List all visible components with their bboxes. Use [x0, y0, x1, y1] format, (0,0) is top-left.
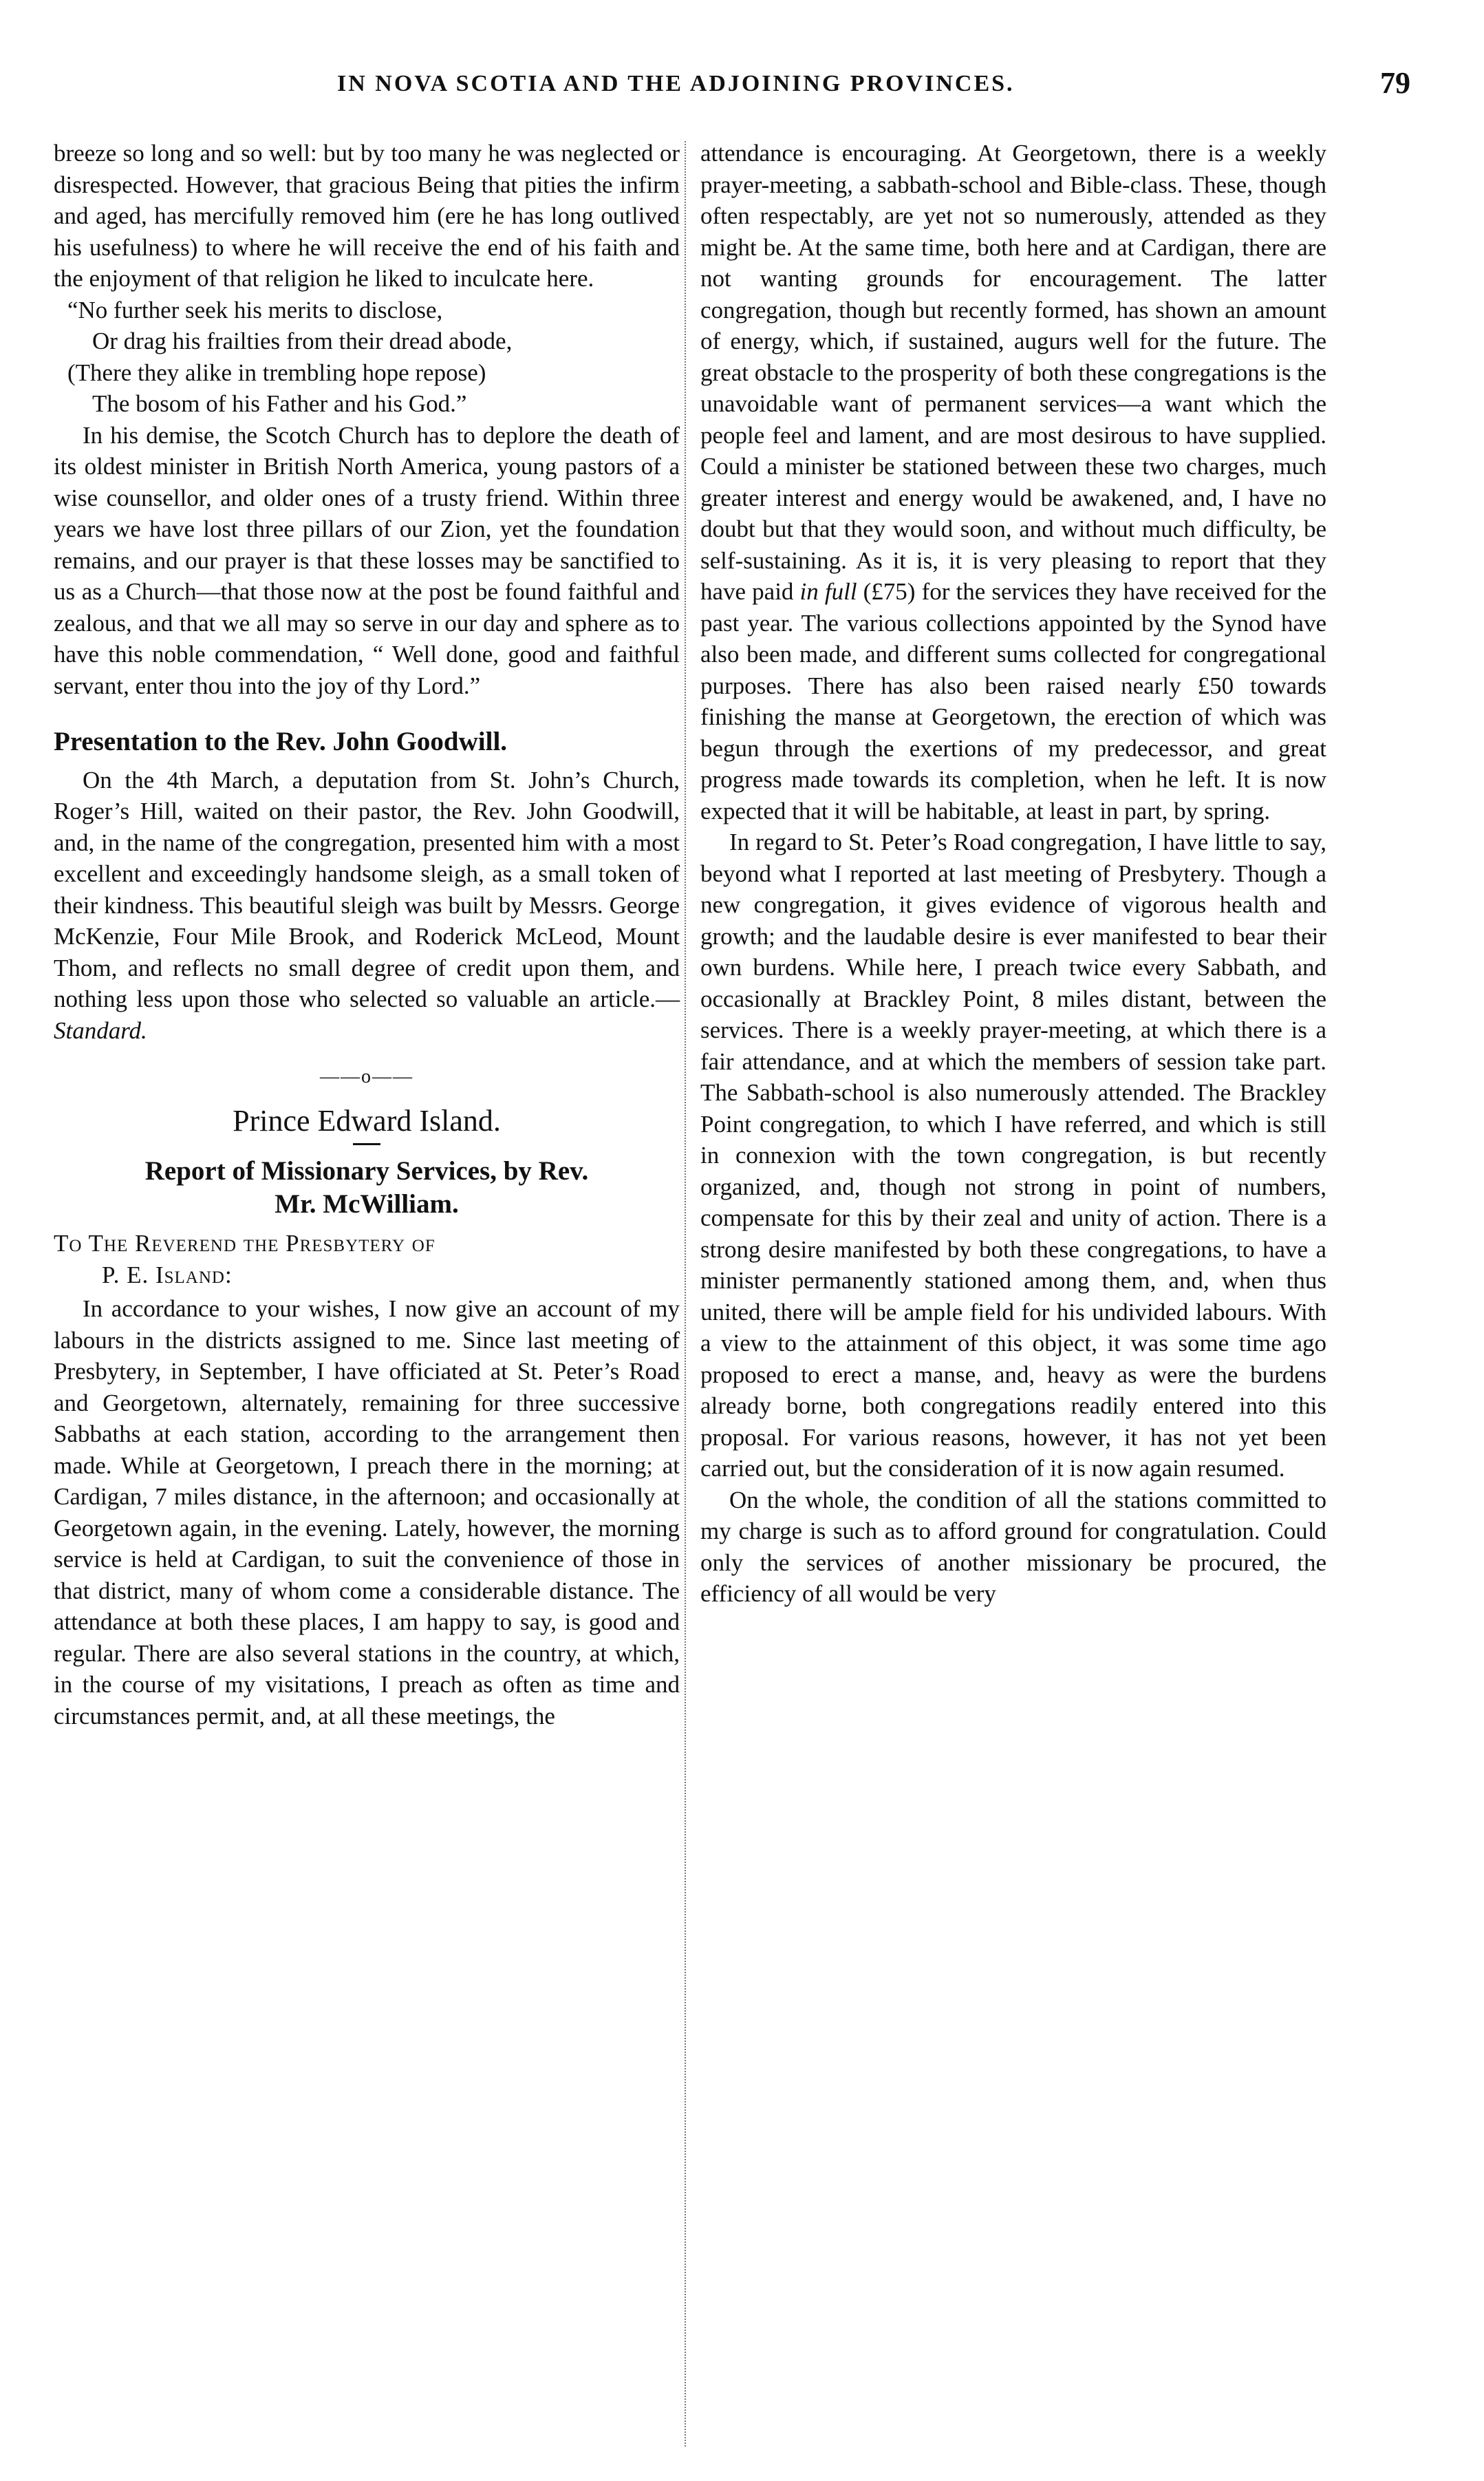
poem-line: “No further seek his merits to disclose, — [67, 296, 443, 323]
report-paragraph: In accordance to your wishes, I now give an account of my labours in the districts assigned to me. Since last meeting of Presbytery, in September, I have officiated at St. Peter’s Road and Georgetown, alternately, remaining for three successive Sabbaths at each station, according to the arrangement then made. While at Georgetown, I preach there in the morning; at Cardigan, 7 miles distance, in the afternoon; and occasionally at Georgetown again, in the evening. Lately, however, the morning service is held at Cardigan, to suit the convenience of those in that district, many of whom come a considerable distance. The attendance at both these places, I am happy to say, is good and regular. There are also several stations in the country, at which, in the course of my visitations, I preach as often as time and circumstances permit, and, at all these meetings, the — [54, 1295, 680, 1729]
region-heading: Prince Edward Island. — [233, 1103, 501, 1138]
salutation-line: To The Reverend the Presbytery of — [54, 1230, 435, 1257]
report-heading-line: Report of Missionary Services, by Rev. — [144, 1156, 589, 1186]
source-citation: Standard. — [54, 1016, 147, 1044]
st-peters-paragraph: In regard to St. Peter’s Road congregation, I have little to say, beyond what I reported at last meeting of Presbytery. Though a new congregation, it gives evidence of vigorous health and growth; and the laudable desire is ever manifested to bear their own burdens. While here, I preach twice every Sabbath, and occasionally at Brackley Point, 8 miles distant, between the services. There is a weekly prayer-meeting, at which there is a fair attendance, and at which the members of session take part. The Sabbath-school is also numerously attended. The Brackley Point congregation, to which I have referred, and which is still in connexion with the town congregation, is but recently organized, and, though not strong in point of numbers, compensate for this by their zeal and unity of action. There is a strong desire manifested by both these congregations, to have a minister permanently stationed among them, and, when thus united, there will be ample field for his undivided labours. With a view to the attainment of this object, it was some time ago proposed to erect a manse, and, heavy as were the burdens already borne, both congregations readily entered into this proposal. For various reasons, however, it has not yet been carried out, but the consideration of it is now again resumed. — [700, 829, 1326, 1482]
presentation-text: On the 4th March, a deputation from St. John’s Church, Roger’s Hill, waited on their pastor, the Rev. John Goodwill, and, in the name of the congregation, presented him with a most excellent and exceedingly handsome sleigh, as a small token of their kindness. This beautiful sleigh was built by Messrs. George McKenzie, Four Mile Brook, and Roderick McLeod, Mount Thom, and reflects no small degree of credit upon them, and nothing less upon those who selected so valuable an article.— — [54, 766, 680, 1012]
page-number: 79 — [1380, 66, 1410, 100]
conclusion-paragraph: On the whole, the condition of all the stations committed to my charge is such as to afford ground for congratulation. Could only the services of another missionary be procured, the efficiency of all would be very — [700, 1486, 1326, 1607]
section-ornament: ——o—— — [320, 1066, 413, 1087]
report-heading — [54, 1155, 680, 1221]
right-column — [700, 138, 1326, 1610]
poem-line: Or drag his frailties from their dread abode, — [92, 328, 513, 354]
presentation-paragraph — [54, 765, 680, 1047]
running-head: IN NOVA SCOTIA AND THE ADJOINING PROVINCES. — [337, 71, 1015, 96]
report-text: (£75) for the services they have received for the past year. The various collections appointed by the Synod have also been made, and different sums collected for congregational purposes. There has also been raised nearly £50 towards finishing the manse at Georgetown, the erection of which was begun through the exertions of my predecessor, and great progress made towards its completion, when he left. It is now expected that it will be habitable, at least in part, by spring. — [700, 578, 1326, 824]
emphasis-text: in full — [799, 578, 857, 605]
report-heading-line: Mr. McWilliam. — [275, 1189, 459, 1219]
continued-paragraph: breeze so long and so well: but by too many he was neglected or disrespected. However, that gracious Being that pities the infirm and aged, has mercifully removed him (ere he has long outlived his usefulness) to where he will receive the end of his faith and the enjoyment of that religion he liked to inculcate here. — [54, 140, 680, 292]
report-text: attendance is encouraging. At Georgetown, there is a weekly prayer-meeting, a sabbath-school and Bible-class. These, though often respectably, are yet not so numerously, attended as they might be. At the same time, both here and at Cardigan, there are not wanting grounds for encouragement. The latter congregation, though but recently formed, has shown an amount of energy, which, if sustained, augurs well for the future. The great obstacle to the prosperity of both these congregations is the unavoidable want of permanent services—a want which the people feel and lament, and are most desirous to have supplied. Could a minister be stationed between these two charges, much greater interest and energy would be awakened, and, I have no doubt but that they would soon, and without much difficulty, be self-sustaining. As it is, it is very pleasing to report that they have paid — [700, 140, 1326, 605]
obituary-paragraph: In his demise, the Scotch Church has to deplore the death of its oldest minister in British North America, young pastors of a wise counsellor, and older ones of a trusty friend. Within three years we have lost three pillars of our Zion, yet the foundation remains, and our prayer is that these losses may be sanctified to us as a Church—that those now at the post be found faithful and zealous, and that we all may so serve in our day and sphere as to have this noble commendation, “ Well done, good and faithful servant, enter thou into the joy of thy Lord.” — [54, 421, 680, 699]
page-header — [76, 65, 1410, 107]
report-continued-paragraph — [700, 138, 1326, 827]
short-rule — [353, 1143, 380, 1145]
presentation-heading: Presentation to the Rev. John Goodwill. — [54, 727, 508, 756]
poem-line: The bosom of his Father and his God.” — [92, 390, 467, 417]
poem-quotation — [54, 295, 680, 420]
poem-line: (There they alike in trembling hope repose) — [67, 359, 486, 386]
left-column — [54, 138, 680, 1732]
salutation-line: P. E. Island: — [102, 1261, 233, 1288]
column-divider — [685, 141, 686, 2447]
